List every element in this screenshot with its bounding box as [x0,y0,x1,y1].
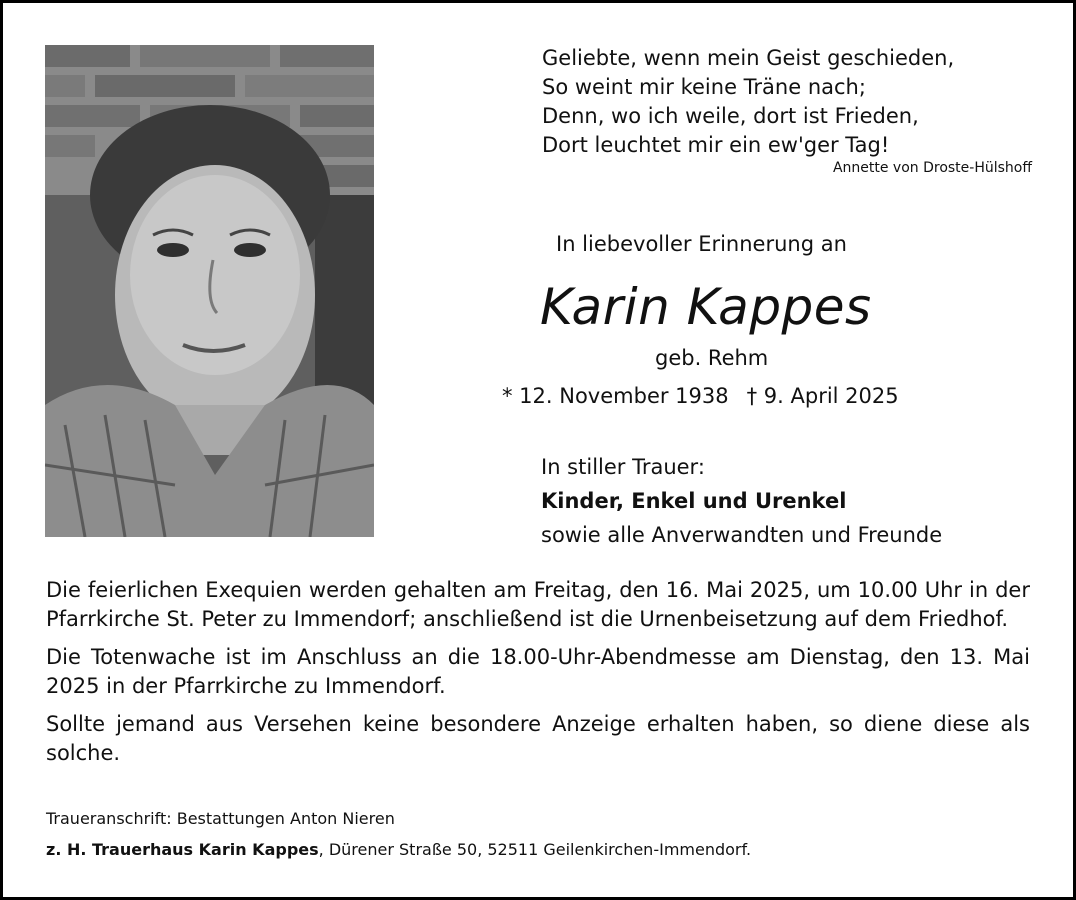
poem-author: Annette von Droste-Hülshoff [832,160,1032,176]
notice-body [46,576,1030,777]
birth-name: geb. Rehm [655,346,769,370]
death-date: † 9. April 2025 [746,384,899,408]
mourning-family: Kinder, Enkel und Urenkel [541,489,847,513]
poem-line: Dort leuchtet mir ein ew'ger Tag! [542,133,890,157]
mourners [541,450,942,552]
address-street: , Dürener Straße 50, 52511 Geilenkirchen-Immendorf. [318,840,752,859]
notice-paragraph: Die feierlichen Exequien werden gehalten am Freitag, den 16. Mai 2025, um 10.00 Uhr in der Pfarrkirche St. Peter zu Immendorf; anschließend ist die Urnenbeisetzung auf dem Friedhof. [46,578,1030,631]
deceased-name: Karin Kappes [540,278,872,336]
notice-paragraph: Die Totenwache ist im Anschluss an die 18.00-Uhr-Abendmesse am Dienstag, den 13. Mai 2025 in der Pfarrkirche zu Immendorf. [46,645,1030,698]
mourning-others: sowie alle Anverwandten und Freunde [541,523,943,547]
address-line-1: Traueranschrift: Bestattungen Anton Nieren [46,809,395,828]
mourning-address [46,803,751,865]
poem [542,44,1042,160]
poem-line: So weint mir keine Träne nach; [542,75,866,99]
poem-line: Geliebte, wenn mein Geist geschieden, [542,46,955,70]
mourning-intro: In stiller Trauer: [541,455,705,479]
portrait-photo [45,45,374,537]
address-recipient: z. H. Trauerhaus Karin Kappes [46,840,319,859]
notice-paragraph: Sollte jemand aus Versehen keine besondere Anzeige erhalten haben, so diene diese als solche. [46,712,1030,765]
memorial-intro: In liebevoller Erinnerung an [556,232,847,256]
address-line-2 [46,834,751,865]
life-dates [502,384,899,408]
birth-date: * 12. November 1938 [502,384,729,408]
poem-line: Denn, wo ich weile, dort ist Frieden, [542,104,919,128]
